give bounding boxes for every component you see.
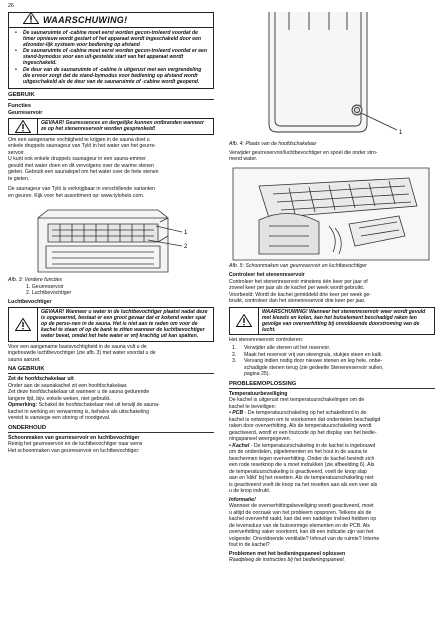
figure-4-caption: Afb. 4: Plaats van de hoofdschakelaar (229, 141, 317, 147)
paragraph-stenen-controleren: Het stenenreservoir controleren: (229, 336, 304, 343)
warning-box-main (8, 12, 214, 89)
warning-triangle-icon (9, 318, 37, 331)
warning-box-stenen (229, 307, 435, 335)
heading-functies: Functies (8, 102, 32, 109)
warning-triangle-icon (230, 314, 258, 327)
list-item: pagina 25). (244, 371, 270, 378)
heading-zet-uit: Zet de hoofdschakelaar uit (8, 376, 74, 382)
page-number: 26 (8, 3, 14, 9)
heading-informatie: Informatie! (229, 496, 256, 503)
danger-box-lucht (8, 307, 214, 341)
warning-title: WAARSCHUWING! (43, 15, 128, 25)
right-column (229, 12, 435, 564)
figure-4 (229, 12, 435, 140)
section-heading-probleemoplossing: PROBLEEMOPLOSSING (229, 381, 435, 389)
heading-temperatuurbeveiliging: Temperatuurbeveiliging (229, 390, 288, 397)
left-column (8, 12, 214, 454)
paragraph-spoelen: Verwijder geurreservoir/luchtbevochtiger en spoel die onder stro- mend water. (229, 149, 378, 162)
figure-5 (229, 166, 435, 262)
callout-1: 1 (399, 130, 403, 136)
paragraph-opmerking: Opmerking: Schakel de hoofdschakelaar niet uit terwijl de sauna- kachel in werking en verwarming is, behalve als uitschakeling vereist is vanwege een storing of noodgeval. (8, 402, 160, 421)
paragraph-geur: Om een aangename vochtigheid te krijgen in de sauna doet u enkele druppels saunageur van Tylö in het water van het geurre- servoir. U kunt ook enkele druppels saunageur in een sauna-emmer gevuld met water doen en dit vervolgens over de warme stenen gieten. Gebruik een saunalepel om het water over de hete stenen te gieten. (8, 136, 159, 182)
section-heading-na-gebruik: NA GEBRUIK (8, 366, 214, 374)
steps-list (229, 345, 435, 378)
danger-text: GEVAAR! Geuressences en dergelijke kunnen ontbranden wanneer ze op het stenenreservoir worden gesprenkeld! (37, 119, 213, 133)
warning-item: • De deur van de saunaruimte of -cabine is uitgerust met een vergrendeling die ervoor zorgt dat de stand-bymodus voor bediening op afstand wordt uitgeschakeld als de deur van de saunaruimte of -cabine wordt geopend. (15, 66, 202, 85)
figure-3-caption: Afb. 3: Verdere functies (8, 277, 63, 284)
cleaning-illustration (229, 166, 435, 262)
section-heading-onderhoud: ONDERHOUD (8, 425, 214, 433)
paragraph-kachel: • Kachel - De temperatuurschakeling in de kachel is ingebouwd om de onderdelen, pijpelementen en het hout in de sauna te beschermen tegen oververhitting. Onder de kachel bevindt zich een rode resetknop die u moet indrukken (zie afbeelding 6). Als de temperatuurschakeling is geactiveerd, voelt de knop slap aan en 'klikt' bij het resetten. Als de temperatuurschakeling niet is geactiveerd voelt de knop na het resetten aan als een veer als u de knop indrukt. (229, 442, 378, 495)
heading-controleer: Controleer het stenenreservoir (229, 272, 305, 278)
heading-schoonmaken: Schoonmaken van geurreservoir en luchtbevochtiger (8, 434, 140, 441)
figure-3-item: 2. Luchtbevochtiger (26, 290, 72, 297)
paragraph-hoofdschakelaar: Onder aan de saunakachel zit een hoofdschakelaar. Zet deze hoofdschakelaar uit wanneer u de sauna gedurende langere tijd, bijv. enkele weken, niet gebruikt. (8, 382, 150, 402)
warning-item: • De saunaruimte of -cabine moet eerst worden gecon-troleerd voordat de timer opnieuw wordt gestart of het apparaat wordt ingeschakeld door een afzonder-lijk systeem voor bediening op afstand (15, 30, 202, 49)
warning-item: • De saunaruimte of -cabine moet eerst worden gecon-troleerd voordat er een stand-bymodus voor een uit-gestelde start van het apparaat wordt ingeschakeld. (15, 48, 207, 67)
callout-2: 2 (184, 244, 188, 251)
warning-triangle-icon (9, 120, 37, 133)
danger-text: GEVAAR! Wanneer u water in de luchtbevochtiger plaatst nadat deze is opgewarmd, bestaat er een groot gevaar dat er kokend water spat op de perso-nen in de sauna. Het is niet aan te raden om voor de kachel te staan of op de bank te zitten wanneer de luchtbevochtiger water bevat, omdat het hete water er vrij krachtig uit kan spatten. (37, 308, 213, 340)
paragraph-controleer: Controleer het stenenreservoir minstens één keer per jaar of zoveel keer per jaar als de kachel per week wordt gebruikt. Voorbeeld: Wordt de kachel gemiddeld drie keer per week ge- bruikt, controleer dan het stenenreservoir drie keer per jaar. (229, 278, 372, 304)
paragraph-basisvochtigheid: Voor een aangename basisvochtigheid in de sauna vult u de ingebouwde luchtbevochtiger (zie afb. 3) met water voordat u de sauna aanzet. (8, 343, 156, 363)
paragraph-informatie: Wanneer de oververhittingsbeveiliging wordt geactiveerd, moet u altijd de oorzaak van het probleem opsporen. Telkens als de kachel oververhit raakt, kan dat een nadelige invloed hebben op de levensduur van de buisvormige elementen en de PCB. Als oververhitting vaker voorkomt, kan dit een indicatie zijn van het volgende: Onvoldoende ventilatie? Inhoud van de ruimte? Interne fout in de kachel? (229, 503, 380, 549)
figure-3 (8, 202, 214, 276)
heading-luchtbevochtiger: Luchtbevochtiger (8, 298, 52, 305)
paragraph-pcb: • PCB - De temperatuurschakeling op het schakelbord in de kachel is ontworpen om te voorkomen dat onderdelen beschadigd raken door oververhitting. Als de temperatuurschakeling wordt geactiveerd, wordt er een foutcode op het display van het bedie- ningspaneel weergegeven. (229, 410, 381, 443)
paragraph-saunageur: De saunageur van Tylö is verkrijgbaar in verschillende varianten en geuren. Kijk voor het assortiment op: www.tylohelo.com. (8, 186, 155, 199)
heater-top-illustration (8, 202, 214, 276)
main-switch-illustration (229, 12, 435, 140)
paragraph-schoonmaken: Reinig het geurreservoir en de luchtbevochtiger naar wens Het schoonmaken van geurreservoir en luchtbevochtiger: (8, 441, 143, 454)
callout-1: 1 (184, 230, 188, 237)
section-heading-gebruik: GEBRUIK (8, 92, 214, 100)
danger-box-geur (8, 118, 214, 134)
warning-triangle-icon (23, 11, 39, 29)
heading-geurreservoir: Geurreservoir (8, 109, 43, 116)
figure-3-item: 1. Geurreservoir (26, 283, 64, 290)
paragraph-temperatuur: De kachel is uitgerust met temperatuurschakelingen om de kachel te beveiligen: (229, 397, 365, 410)
list-item: 1. Verwijder alle stenen uit het reservoir. (232, 345, 331, 352)
warning-text: WAARSCHUWING! Wanneer het stenenreservoir weer wordt gevuld met kiezels en kolen, kan het buiselement beschadigd raken ten gevolge van oververhitting bij onvoldoende doorstroming van de lucht. (258, 308, 434, 334)
heading-problemen-paneel: Problemen met het bedieningspaneel oplossen (229, 550, 346, 557)
list-item: schadigde stenen terug (zie gedeelte Stenenreservoir vullen, (244, 364, 384, 371)
list-item: 2. Maak het reservoir vrij van steengruis, stukjes steen en kalk. (232, 351, 383, 358)
list-item: 3. Vervang indien nodig door nieuwe stenen en leg hele, onbe- (232, 358, 383, 365)
figure-5-caption: Afb. 5: Schoonmaken van geurreservoir en luchtbevochtiger (229, 262, 367, 269)
paragraph-raadpleeg: Raadpleeg de instructies bij het bedieningspaneel. (229, 557, 345, 564)
